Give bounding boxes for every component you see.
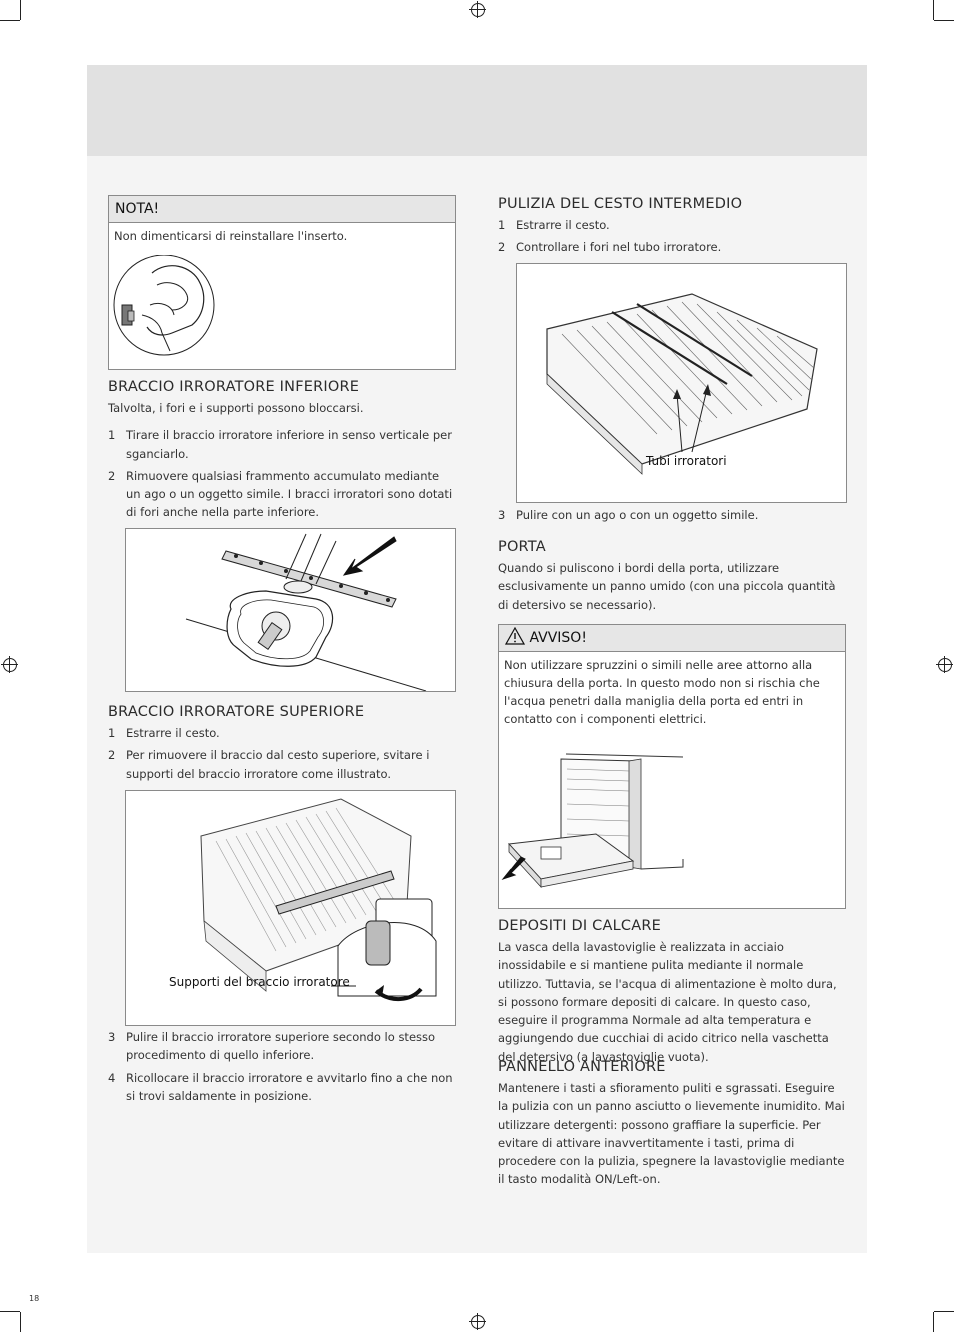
limescale-section [498,917,846,1066]
insert-hand-illustration [112,255,222,360]
registration-mark-icon [471,3,485,17]
step-text: Estrarre il cesto. [126,726,220,740]
front-panel-heading: PANNELLO ANTERIORE [498,1059,666,1075]
left-column [108,195,456,1103]
step-text: Controllare i fori nel tubo irroratore. [516,240,722,255]
door-heading: PORTA [498,539,546,555]
middle-basket-heading: PULIZIA DEL CESTO INTERMEDIO [498,196,743,212]
warning-triangle-icon [505,627,525,645]
step-number: 2 [108,748,116,763]
step-number: 2 [498,240,506,255]
list-item [108,746,456,783]
step-text: Estrarre il cesto. [516,218,610,232]
step-number: 2 [108,468,116,483]
step-text: Tirare il braccio irroratore inferiore in senso verticale per sganciarlo. [126,428,452,461]
step-text: Rimuovere qualsiasi frammento accumulato mediante un ago o un oggetto simile. I bracci irroratori sono dotati di fori anche nella parte inferiore. [126,468,453,520]
upper-arm-figure [125,790,456,1026]
middle-basket-figure [516,263,847,503]
crop-mark [0,1311,20,1312]
lower-spray-arm-illustration [126,529,455,691]
step-number: 1 [498,218,506,232]
list-item [108,1028,456,1065]
right-column [498,195,846,1187]
door-section [498,538,846,614]
step-number: 3 [108,1030,116,1044]
step-number: 1 [108,726,116,740]
middle-basket-section [498,195,846,257]
upper-arm-steps-after [108,1028,456,1105]
upper-basket-illustration [126,791,455,1025]
step-number: 3 [498,508,506,522]
warning-title: AVVISO! [529,630,587,646]
limescale-text: La vasca della lavastoviglie è realizzata in acciaio inossidabile e si mantiene pulita mediante il normale utilizzo. Tuttavia, se l'acqua di alimentazione è molto dura, si possono formare depositi di calcare. In questo caso, eseguire il programma Normale ad alta temperatura e aggiungendo due cucchiai di acido citrico nella vaschetta del detersivo (a lavastoviglie vuota). [498,940,837,1064]
note-title: NOTA! [109,196,455,223]
door-text: Quando si puliscono i bordi della porta, utilizzare esclusivamente un panno umido (con una piccola quantità di detersivo se necessario). [498,561,836,612]
crop-mark [20,1312,21,1332]
registration-mark-icon [938,658,952,672]
note-box [108,195,456,370]
lower-arm-heading: BRACCIO IRRORATORE INFERIORE [108,379,360,395]
crop-mark [0,20,20,21]
step-text: Ricollocare il braccio irroratore e avvitarlo fino a che non si trovi saldamente in posizione. [126,1070,453,1103]
list-item [498,216,846,234]
list-item [108,1069,456,1106]
crop-mark [20,0,21,20]
lower-arm-section [108,378,456,522]
step-text: Per rimuovere il braccio dal cesto superiore, svitare i supporti del braccio irroratore come illustrato. [126,748,430,781]
limescale-heading: DEPOSITI DI CALCARE [498,918,661,934]
dishwasher-door-illustration [501,749,691,895]
upper-arm-heading: BRACCIO IRRORATORE SUPERIORE [108,704,365,720]
step-number: 4 [108,1070,116,1085]
note-text: Non dimenticarsi di reinstallare l'inserto. [114,229,348,243]
list-item [498,506,846,524]
warning-box [498,624,846,909]
middle-basket-figure-caption: Tubi irroratori [646,454,727,468]
lower-arm-figure [125,528,456,692]
crop-mark [933,0,934,20]
step-text: Pulire con un ago o con un oggetto simile. [516,508,759,522]
step-number: 1 [108,428,116,443]
lower-arm-intro: Talvolta, i fori e i supporti possono bloccarsi. [108,401,364,415]
list-item [108,467,456,522]
crop-mark [933,1312,934,1332]
crop-mark [934,20,954,21]
warning-text: Non utilizzare spruzzini o simili nelle aree attorno alla chiusura della porta. In questo modo non si rischia che l'acqua penetri dalla maniglia della porta ed entri in contatto con i componenti elettrici. [504,658,820,726]
list-item [498,238,846,256]
list-item [108,724,456,742]
header-band [87,65,867,156]
upper-arm-section [108,703,456,783]
registration-mark-icon [3,658,17,672]
front-panel-section [498,1058,846,1189]
registration-mark-icon [471,1315,485,1329]
list-item [108,426,456,463]
step-text: Pulire il braccio irroratore superiore secondo lo stesso procedimento di quello inferiore. [126,1030,436,1063]
upper-arm-figure-caption: Supporti del braccio irroratore [169,975,350,989]
front-panel-text: Mantenere i tasti a sfioramento puliti e sgrassati. Eseguire la pulizia con un panno asciutto o lievemente inumidito. Mai utilizzare detergenti: possono graffiare la superficie. Per evitare di attivare inavvertitamente i tasti, prima di procedere con la pulizia, spegnere la lavastoviglie mediante il tasto modalità ON/Left-on. [498,1081,845,1187]
warning-header [499,625,845,652]
middle-basket-steps-after [498,506,846,524]
crop-mark [934,1311,954,1312]
page-number: 18 [29,1294,40,1303]
